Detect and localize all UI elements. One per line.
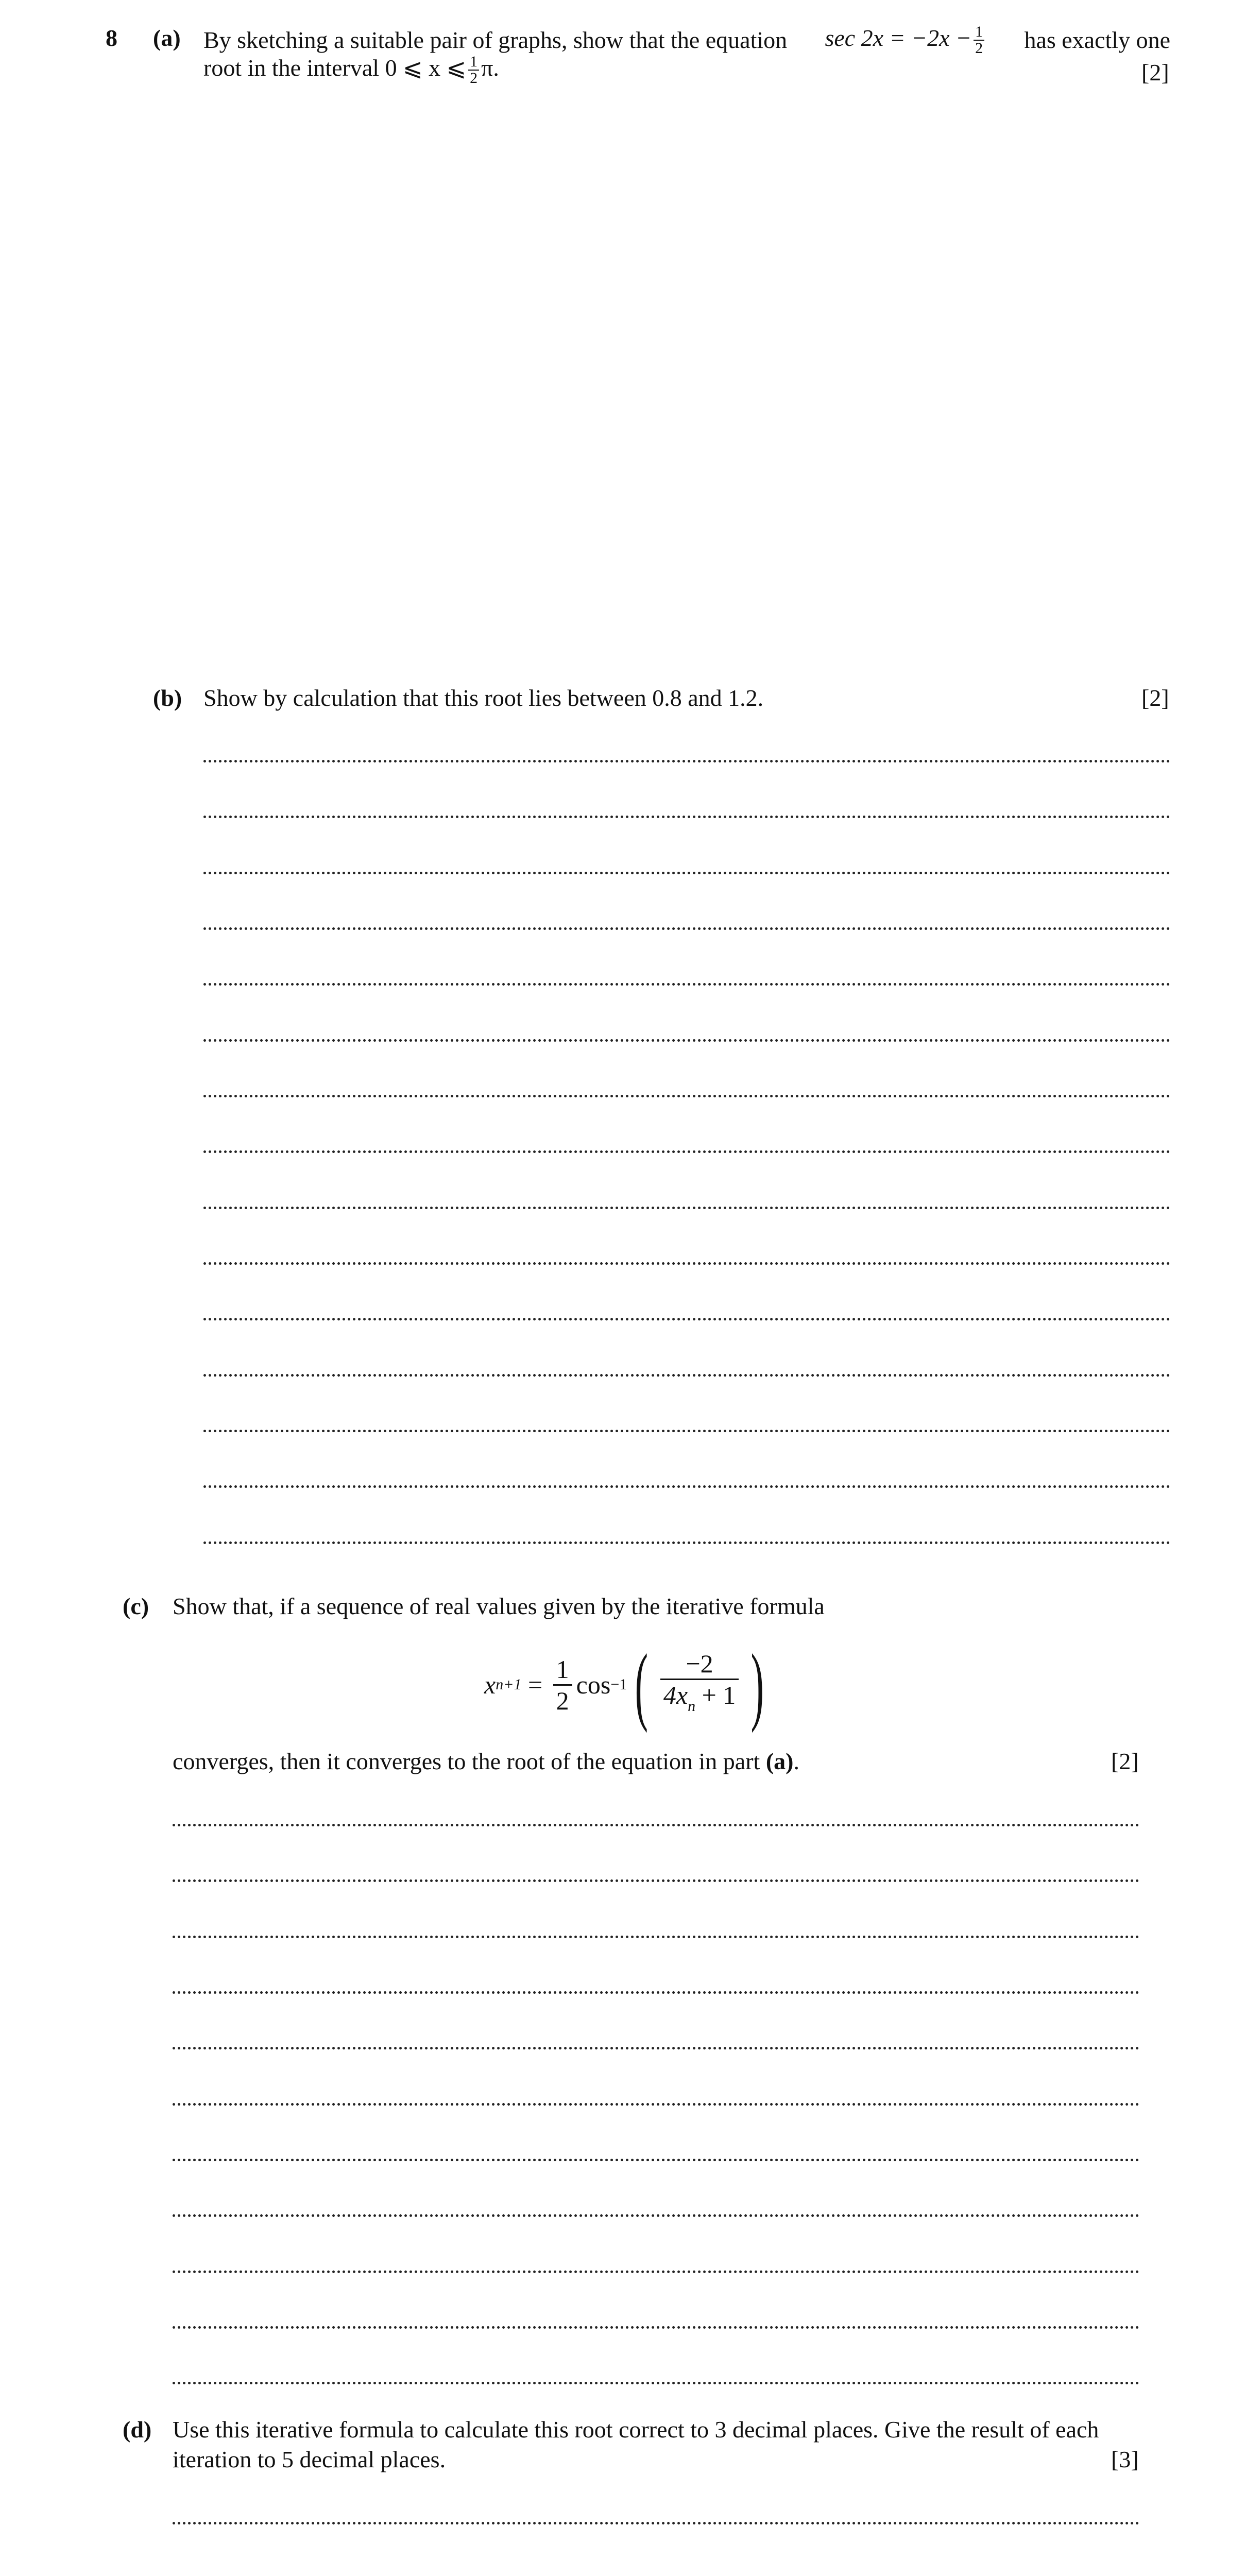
answer-line[interactable] xyxy=(173,2047,1139,2049)
answer-line[interactable] xyxy=(173,1991,1139,1994)
part-c-marks: [2] xyxy=(1111,1748,1139,1774)
formula-equals: = xyxy=(521,1670,549,1699)
fraction-num: 1 xyxy=(468,54,479,71)
answer-line[interactable] xyxy=(203,1374,1170,1377)
part-a-line1 xyxy=(203,24,1170,56)
text2-post: . xyxy=(793,1748,799,1774)
answer-line[interactable] xyxy=(173,2382,1139,2384)
right-paren: ) xyxy=(750,1636,764,1733)
answer-line[interactable] xyxy=(173,1936,1139,1938)
text2-pre: converges, then it converges to the root of the equation in part xyxy=(173,1748,766,1774)
answer-line[interactable] xyxy=(173,2214,1139,2217)
part-a-label: (a) xyxy=(153,25,181,51)
answer-line[interactable] xyxy=(173,2103,1139,2106)
answer-line[interactable] xyxy=(173,2522,1139,2524)
part-c-text: Show that, if a sequence of real values given by the iterative formula xyxy=(173,1593,825,1619)
answer-line[interactable] xyxy=(203,1430,1170,1432)
answer-line[interactable] xyxy=(173,1879,1139,1882)
answer-line[interactable] xyxy=(203,927,1170,930)
part-a-text-pre: By sketching a suitable pair of graphs, show that the equation xyxy=(203,26,788,53)
half-fraction xyxy=(974,24,984,56)
answer-line[interactable] xyxy=(203,983,1170,986)
part-a-equation xyxy=(825,24,986,56)
part-a-line2 xyxy=(203,54,499,86)
part-d-text-line1: Use this iterative formula to calculate this root correct to 3 decimal places. Give the result of each xyxy=(173,2416,1099,2443)
left-paren: ( xyxy=(635,1636,648,1733)
interval-text: root in the interval 0 ⩽ x ⩽ xyxy=(203,55,467,81)
part-d-label: (d) xyxy=(123,2416,152,2443)
answer-line[interactable] xyxy=(173,1824,1139,1826)
answer-line[interactable] xyxy=(203,760,1170,762)
interval-pi: π. xyxy=(481,55,499,81)
formula-inner-fraction xyxy=(660,1649,739,1721)
answer-line[interactable] xyxy=(203,872,1170,874)
part-c-text2 xyxy=(173,1747,799,1776)
answer-line[interactable] xyxy=(203,1095,1170,1097)
fraction-den: 2 xyxy=(556,1686,569,1715)
answer-line[interactable] xyxy=(203,1262,1170,1265)
part-c-label: (c) xyxy=(123,1593,149,1619)
answer-line[interactable] xyxy=(203,816,1170,818)
answer-line[interactable] xyxy=(203,1485,1170,1488)
answer-line[interactable] xyxy=(203,1150,1170,1153)
formula-sup: −1 xyxy=(610,1676,627,1693)
formula-sub: n+1 xyxy=(496,1676,522,1693)
den-text: 4x xyxy=(663,1680,688,1709)
iterative-formula xyxy=(484,1638,772,1731)
fraction-num: 1 xyxy=(553,1654,572,1686)
part-b-label: (b) xyxy=(153,685,182,711)
formula-cos: cos xyxy=(576,1670,611,1699)
part-d-text-line2: iteration to 5 decimal places. xyxy=(173,2446,446,2472)
part-b-marks: [2] xyxy=(1141,685,1169,711)
interval-fraction xyxy=(468,54,479,86)
answer-line[interactable] xyxy=(173,2159,1139,2161)
answer-line[interactable] xyxy=(203,1541,1170,1544)
answer-line[interactable] xyxy=(203,1318,1170,1320)
text2-bold: (a) xyxy=(765,1748,794,1774)
fraction-den: 2 xyxy=(470,70,478,87)
fraction-num: −2 xyxy=(660,1649,739,1680)
answer-line[interactable] xyxy=(173,2326,1139,2329)
fraction-num: 1 xyxy=(974,24,984,41)
equation-text: sec 2x = −2x − xyxy=(825,25,972,51)
formula-half xyxy=(553,1654,572,1716)
part-a-text-post: has exactly one xyxy=(1024,26,1170,53)
answer-line[interactable] xyxy=(173,2270,1139,2273)
part-b-text: Show by calculation that this root lies between 0.8 and 1.2. xyxy=(203,685,764,711)
answer-line[interactable] xyxy=(203,1207,1170,1209)
answer-line[interactable] xyxy=(203,1039,1170,1042)
question-number: 8 xyxy=(106,25,117,51)
formula-x: x xyxy=(484,1670,496,1699)
part-a-marks: [2] xyxy=(1141,59,1169,86)
den-sub: n xyxy=(688,1697,696,1715)
fraction-den xyxy=(660,1680,739,1721)
den-post: + 1 xyxy=(695,1680,736,1709)
part-d-marks: [3] xyxy=(1111,2446,1139,2472)
fraction-den: 2 xyxy=(975,40,983,57)
